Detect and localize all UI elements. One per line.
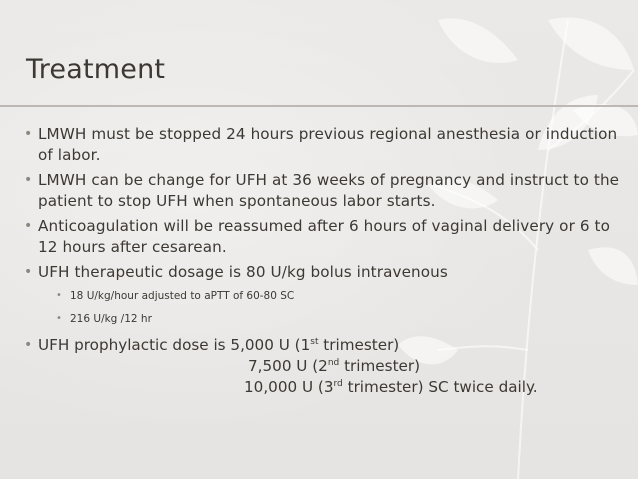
bullet-ufh-therapeutic: • UFH therapeutic dosage is 80 U/kg bolus intravenous [24, 262, 624, 283]
dose-1-suffix: trimester) [318, 336, 400, 354]
slide-title: Treatment [26, 54, 166, 85]
prophylactic-line-3 [24, 377, 624, 398]
dose-2-sup: nd [327, 358, 340, 368]
sub-bullet-list [24, 289, 624, 326]
dose-1-sup: st [310, 337, 319, 347]
bullet-lmwh-stop: • LMWH must be stopped 24 hours previous regional anesthesia or induction of labor. [24, 124, 624, 166]
prophylactic-line-1 [24, 335, 624, 356]
sub-bullet-dose: • 216 U/kg /12 hr [56, 312, 624, 326]
bullet-lmwh-change: • LMWH can be change for UFH at 36 weeks of pregnancy and instruct to the patient to stop UFH when spontaneous labor starts. [24, 170, 624, 212]
prophylactic-dose [24, 335, 624, 398]
dose-2-text: 7,500 U (2 [248, 357, 328, 375]
bullet-anticoagulation: • Anticoagulation will be reassumed after 6 hours of vaginal delivery or 6 to 12 hours after cesarean. [24, 216, 624, 258]
dose-1-text: UFH prophylactic dose is 5,000 U (1 [38, 336, 311, 354]
prophylactic-line-2 [24, 356, 624, 377]
sub-bullet-infusion: • 18 U/kg/hour adjusted to aPTT of 60-80 SC [56, 289, 624, 303]
title-separator [0, 105, 638, 107]
dose-3-text: 10,000 U (3 [244, 378, 334, 396]
dose-2-suffix: trimester) [339, 357, 421, 375]
slide-body [24, 124, 624, 398]
dose-3-sup: rd [333, 379, 343, 389]
dose-3-suffix: trimester) SC twice daily. [342, 378, 538, 396]
